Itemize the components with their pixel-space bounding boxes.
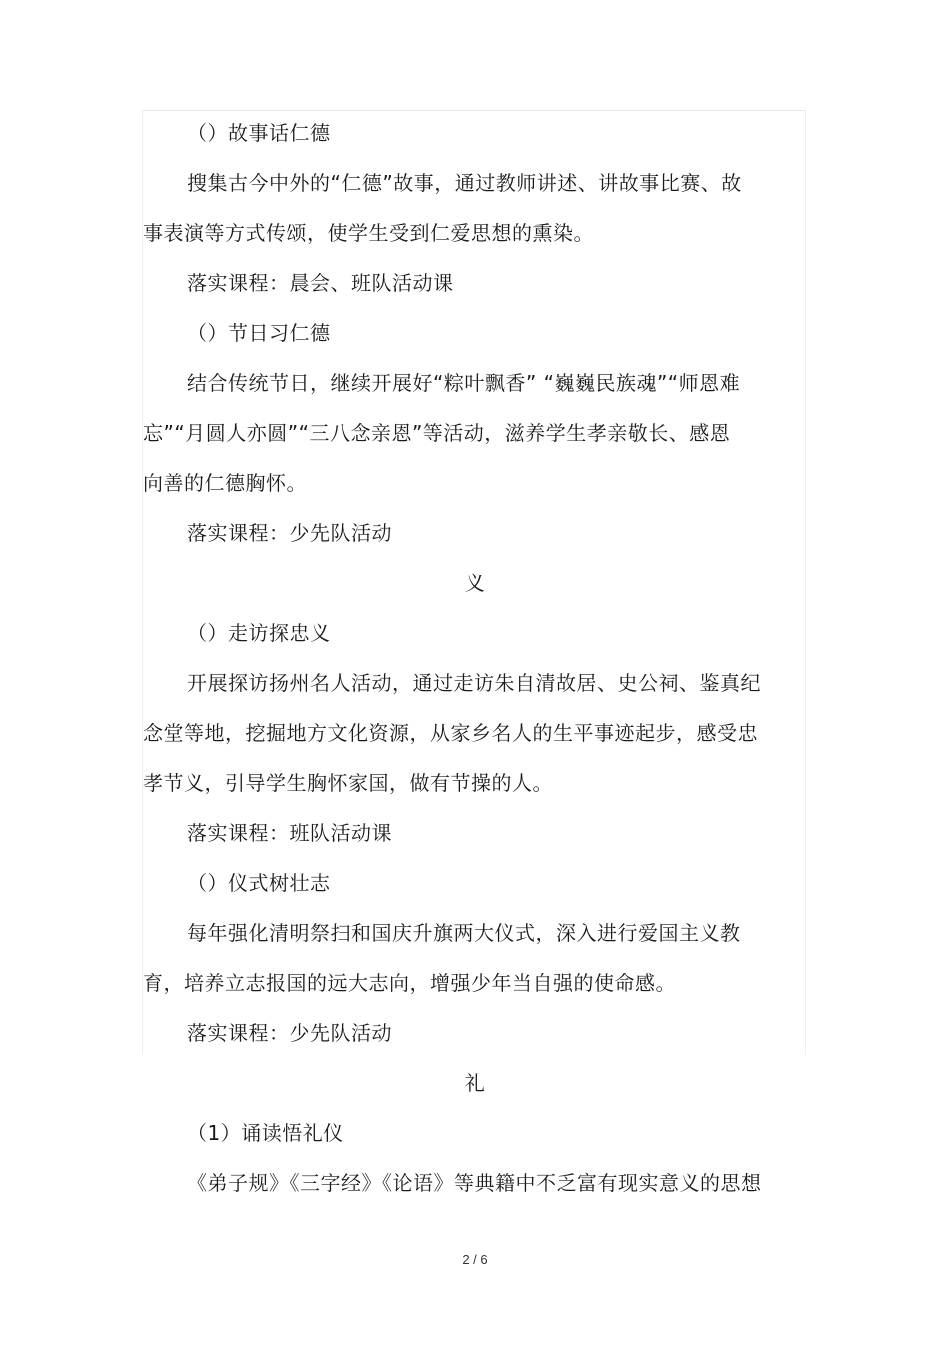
- subheading-festival: （）节日习仁德: [187, 321, 331, 345]
- course-line: 落实课程：晨会、班队活动课: [187, 271, 454, 295]
- paragraph-line: 念堂等地，挖掘地方文化资源，从家乡名人的生平事迹起步，感受忠: [143, 721, 758, 745]
- page-number: 2 / 6: [462, 1252, 488, 1267]
- subheading-recite: （1）诵读悟礼仪: [187, 1121, 344, 1145]
- paragraph-line: 每年强化清明祭扫和国庆升旗两大仪式，深入进行爱国主义教: [187, 921, 741, 945]
- paragraph-line: 搜集古今中外的“仁德”故事，通过教师讲述、讲故事比赛、故: [187, 171, 742, 195]
- course-line: 落实课程：班队活动课: [187, 821, 392, 845]
- course-line: 落实课程：少先队活动: [187, 521, 392, 545]
- subheading-ceremony: （）仪式树壮志: [187, 871, 331, 895]
- section-heading-li: 礼: [464, 1071, 486, 1095]
- paragraph-line: 事表演等方式传颂，使学生受到仁爱思想的熏染。: [143, 221, 594, 245]
- paragraph-line: 育，培养立志报国的远大志向，增强少年当自强的使命感。: [143, 971, 676, 995]
- subheading-visit: （）走访探忠义: [187, 621, 331, 645]
- subheading-story: （）故事话仁德: [187, 121, 331, 145]
- paragraph-line: 忘”“月圆人亦圆”“三八念亲恩”等活动，滋养学生孝亲敬长、感恩: [143, 421, 731, 445]
- paragraph-line: 《弟子规》《三字经》《论语》等典籍中不乏富有现实意义的思想: [187, 1171, 762, 1195]
- section-heading-yi: 义: [464, 571, 486, 595]
- paragraph-line: 孝节义，引导学生胸怀家国，做有节操的人。: [143, 771, 553, 795]
- paragraph-line: 结合传统节日，继续开展好“粽叶飘香” “巍巍民族魂”“师恩难: [187, 371, 741, 395]
- paragraph-line: 向善的仁德胸怀。: [143, 471, 307, 495]
- paragraph-line: 开展探访扬州名人活动，通过走访朱自清故居、史公祠、鉴真纪: [187, 671, 761, 695]
- course-line: 落实课程：少先队活动: [187, 1021, 392, 1045]
